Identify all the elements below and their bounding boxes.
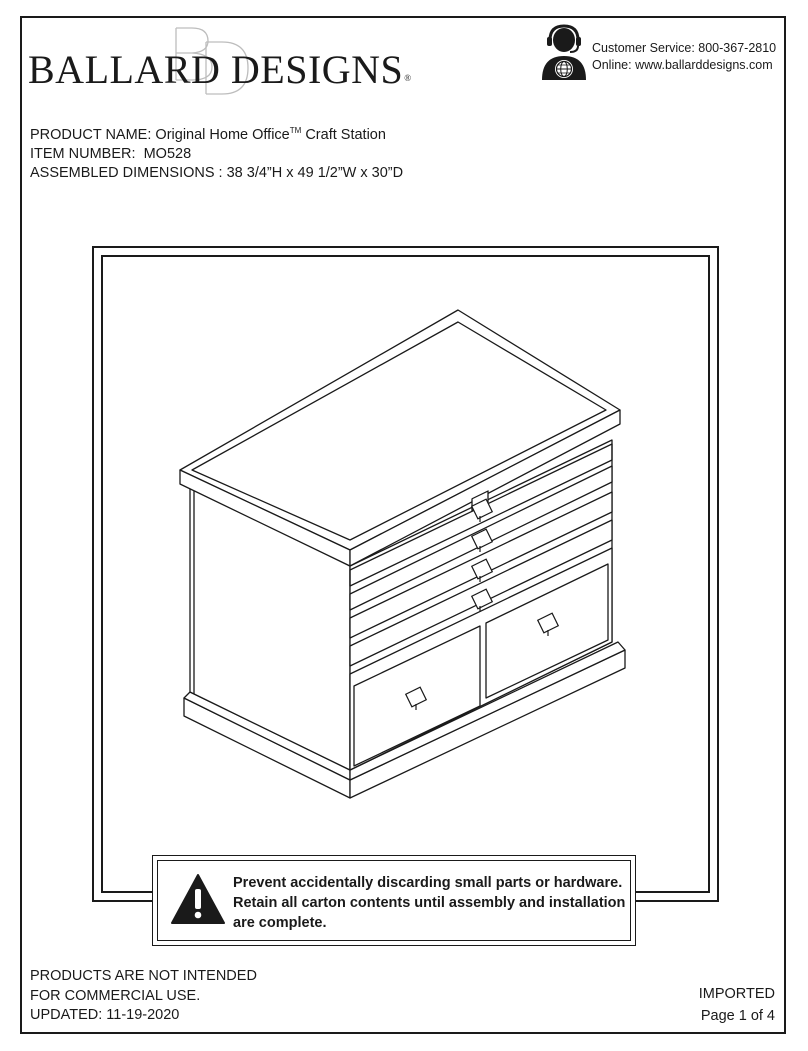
dimensions-line: ASSEMBLED DIMENSIONS : 38 3/4”H x 49 1/2”W x 30”D	[30, 165, 404, 181]
online-url: Online: www.ballarddesigns.com	[592, 58, 773, 72]
warning-box	[152, 855, 636, 946]
brand-logo	[28, 26, 412, 96]
craft-station-cabinet-illustration	[160, 300, 640, 820]
warning-text: Prevent accidentally discarding small parts or hardware. Retain all carton contents until assembly and installation are complete.	[233, 875, 626, 931]
product-info	[30, 121, 403, 183]
commercial-notice-line2: FOR COMMERCIAL USE.	[30, 987, 201, 1004]
footer-right	[699, 983, 775, 1027]
contact-block	[538, 22, 788, 84]
updated-date: UPDATED: 11-19-2020	[30, 1007, 180, 1023]
brand-name: BALLARD DESIGNS®	[28, 47, 412, 92]
item-number-line: ITEM NUMBER: MO528	[30, 146, 192, 162]
warning-triangle-icon	[170, 873, 226, 925]
customer-service-phone: Customer Service: 800-367-2810	[592, 41, 777, 55]
customer-service-agent-icon	[540, 24, 590, 82]
product-name-line: PRODUCT NAME: Original Home Office™ Craft Station	[30, 126, 386, 143]
imported-label: IMPORTED	[698, 986, 775, 1002]
page-number: Page 1 of 4	[700, 1008, 775, 1024]
footer-notice	[30, 967, 257, 1026]
commercial-notice-line1: PRODUCTS ARE NOT INTENDED	[30, 968, 257, 984]
